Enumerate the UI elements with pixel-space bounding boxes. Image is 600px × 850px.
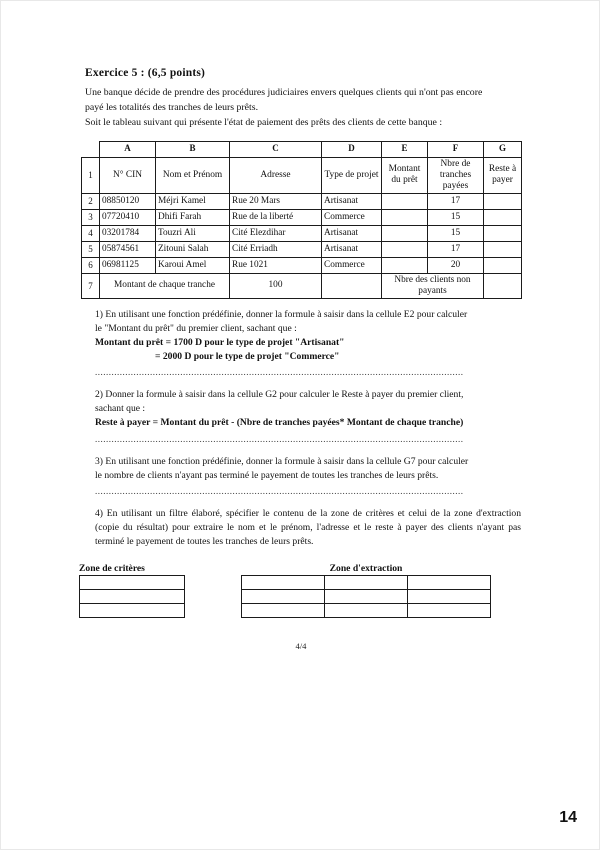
criteria-row bbox=[80, 576, 185, 590]
question-4 bbox=[95, 507, 521, 549]
extraction-cell[interactable] bbox=[325, 576, 408, 590]
header-reste-payer: Reste à payer bbox=[484, 157, 522, 193]
row-number-1: 1 bbox=[82, 157, 100, 193]
column-letter-g: G bbox=[484, 141, 522, 157]
row-number-2: 2 bbox=[82, 193, 100, 209]
cell-f6-tranches: 20 bbox=[428, 257, 484, 273]
table-footer-row bbox=[82, 273, 522, 298]
cell-d4-type: Artisanat bbox=[322, 225, 382, 241]
question-4-line-3: clients n'ayant pas terminé le payement de toutes les tranches de leurs prêts. bbox=[95, 521, 521, 547]
cell-c3-adresse: Rue de la liberté bbox=[230, 209, 322, 225]
spacer-3 bbox=[95, 498, 521, 507]
cell-d6-type: Commerce bbox=[322, 257, 382, 273]
cell-g4-reste bbox=[484, 225, 522, 241]
question-3 bbox=[95, 455, 521, 498]
cell-b2-nom: Méjri Kamel bbox=[156, 193, 230, 209]
cell-a4-cin: 03201784 bbox=[100, 225, 156, 241]
extraction-zone-table bbox=[241, 575, 491, 618]
table-row bbox=[82, 241, 522, 257]
extraction-cell[interactable] bbox=[325, 604, 408, 618]
cell-e3-montant bbox=[382, 209, 428, 225]
question-2-line-3: Reste à payer = Montant du prêt - (Nbre de tranches payées* Montant de chaque tranche) bbox=[95, 417, 464, 429]
cell-d5-type: Artisanat bbox=[322, 241, 382, 257]
question-1 bbox=[95, 308, 521, 379]
intro-line-1: Une banque décide de prendre des procédures judiciaires envers quelques clients qui n'ont pas encore bbox=[85, 87, 483, 98]
question-1-text bbox=[95, 308, 521, 364]
intro-line-2: payé les totalités des tranches de leurs prêts. bbox=[85, 101, 259, 113]
cell-a3-cin: 07720410 bbox=[100, 209, 156, 225]
cell-c5-adresse: Cité Erriadh bbox=[230, 241, 322, 257]
cell-b6-nom: Karoui Amel bbox=[156, 257, 230, 273]
header-row bbox=[82, 157, 522, 193]
table-row bbox=[82, 193, 522, 209]
criteria-zone-label: Zone de critères bbox=[79, 563, 145, 575]
row-number-4: 4 bbox=[82, 225, 100, 241]
cell-e4-montant bbox=[382, 225, 428, 241]
cell-c2-adresse: Rue 20 Mars bbox=[230, 193, 322, 209]
intro-line-3: Soit le tableau suivant qui présente l'état de paiement des prêts des clients de cette banque : bbox=[85, 116, 443, 128]
criteria-zone bbox=[79, 563, 185, 618]
header-type-projet: Type de projet bbox=[322, 157, 382, 193]
spacer-2 bbox=[95, 446, 521, 455]
column-letter-d: D bbox=[322, 141, 382, 157]
header-adresse: Adresse bbox=[230, 157, 322, 193]
cell-e6-montant bbox=[382, 257, 428, 273]
extraction-cell[interactable] bbox=[408, 590, 491, 604]
question-4-line-1: 4) En utilisant un filtre élaboré, spécifier le contenu de la zone de critères et celui de la zone bbox=[95, 507, 473, 519]
extraction-row bbox=[242, 590, 491, 604]
question-3-text bbox=[95, 455, 521, 483]
sheet-corner-cell bbox=[82, 141, 100, 157]
extraction-zone bbox=[241, 563, 491, 618]
row-number-6: 6 bbox=[82, 257, 100, 273]
cell-f2-tranches: 17 bbox=[428, 193, 484, 209]
question-1-line-4: = 2000 D pour le type de projet "Commerce" bbox=[155, 351, 340, 363]
question-4-line-2: d'extraction (copie du résultat) pour extraire le nom et le prénom, l'adresse et le reste à payer des bbox=[95, 507, 521, 533]
cell-a7-montant-tranche-label: Montant de chaque tranche bbox=[100, 273, 230, 298]
row-number-7: 7 bbox=[82, 273, 100, 298]
answer-line-2[interactable]: ...................................................................................................................................... bbox=[95, 433, 464, 444]
spacer-1 bbox=[95, 379, 521, 388]
column-letter-a: A bbox=[100, 141, 156, 157]
extraction-cell[interactable] bbox=[408, 576, 491, 590]
table-row bbox=[82, 257, 522, 273]
answer-line-1[interactable]: ...................................................................................................................................... bbox=[95, 367, 464, 378]
header-nbre-tranches: Nbre de tranches payées bbox=[428, 157, 484, 193]
row-number-5: 5 bbox=[82, 241, 100, 257]
question-2-line-2: sachant que : bbox=[95, 403, 146, 415]
criteria-row bbox=[80, 590, 185, 604]
question-4-text bbox=[95, 507, 521, 549]
cell-b5-nom: Zitouni Salah bbox=[156, 241, 230, 257]
cell-f3-tranches: 15 bbox=[428, 209, 484, 225]
answer-line-3[interactable]: ...................................................................................................................................... bbox=[95, 485, 464, 496]
page-number-footer: 4/4 bbox=[295, 641, 307, 652]
cell-d7-empty bbox=[322, 273, 382, 298]
cell-d3-type: Commerce bbox=[322, 209, 382, 225]
cell-c6-adresse: Rue 1021 bbox=[230, 257, 322, 273]
cell-d2-type: Artisanat bbox=[322, 193, 382, 209]
extraction-row bbox=[242, 604, 491, 618]
questions-block bbox=[81, 308, 521, 549]
criteria-row bbox=[80, 604, 185, 618]
loan-spreadsheet-table bbox=[81, 141, 522, 299]
question-1-line-1: 1) En utilisant une fonction prédéfinie, donner la formule à saisir dans la cellule E2 pour calculer bbox=[95, 308, 468, 320]
cell-c4-adresse: Cité Elezdihar bbox=[230, 225, 322, 241]
question-2-line-1: 2) Donner la formule à saisir dans la cellule G2 pour calculer le Reste à payer du premier client, bbox=[95, 389, 464, 401]
question-1-line-2: le "Montant du prêt" du premier client, sachant que : bbox=[95, 322, 297, 334]
cell-e7-clients-non-payants-label: Nbre des clients non payants bbox=[382, 273, 484, 298]
extraction-cell[interactable] bbox=[242, 576, 325, 590]
cell-g6-reste bbox=[484, 257, 522, 273]
cell-a6-cin: 06981125 bbox=[100, 257, 156, 273]
table-row bbox=[82, 225, 522, 241]
question-2 bbox=[95, 388, 521, 445]
criteria-cell[interactable] bbox=[80, 576, 185, 590]
question-2-text bbox=[95, 388, 521, 430]
column-letter-b: B bbox=[156, 141, 230, 157]
cell-a2-cin: 08850120 bbox=[100, 193, 156, 209]
cell-a5-cin: 05874561 bbox=[100, 241, 156, 257]
extraction-cell[interactable] bbox=[408, 604, 491, 618]
question-3-line-1: 3) En utilisant une fonction prédéfinie, donner la formule à saisir dans la cellule G7 pour calculer bbox=[95, 455, 469, 467]
extraction-row bbox=[242, 576, 491, 590]
extraction-cell[interactable] bbox=[242, 590, 325, 604]
row-number-3: 3 bbox=[82, 209, 100, 225]
page-number-corner: 14 bbox=[559, 809, 577, 826]
question-3-line-2: le nombre de clients n'ayant pas terminé le payement de toutes les tranches de leurs prêts. bbox=[95, 469, 439, 481]
question-1-line-3: Montant du prêt = 1700 D pour le type de projet "Artisanat" bbox=[95, 337, 345, 349]
header-cin: N° CIN bbox=[100, 157, 156, 193]
criteria-cell[interactable] bbox=[80, 604, 185, 618]
cell-e2-montant bbox=[382, 193, 428, 209]
cell-g7-empty bbox=[484, 273, 522, 298]
cell-f4-tranches: 15 bbox=[428, 225, 484, 241]
header-montant-pret: Montant du prêt bbox=[382, 157, 428, 193]
cell-b4-nom: Touzri Ali bbox=[156, 225, 230, 241]
cell-g5-reste bbox=[484, 241, 522, 257]
column-letter-c: C bbox=[230, 141, 322, 157]
column-letter-f: F bbox=[428, 141, 484, 157]
criteria-zone-table bbox=[79, 575, 185, 618]
exercise-title: Exercice 5 : (6,5 points) bbox=[85, 67, 206, 79]
spreadsheet-wrapper bbox=[81, 141, 521, 299]
cell-g3-reste bbox=[484, 209, 522, 225]
cell-c7-montant-tranche-value: 100 bbox=[230, 273, 322, 298]
extraction-cell[interactable] bbox=[242, 604, 325, 618]
extraction-cell[interactable] bbox=[325, 590, 408, 604]
column-letter-e: E bbox=[382, 141, 428, 157]
header-nom-prenom: Nom et Prénom bbox=[156, 157, 230, 193]
table-row bbox=[82, 209, 522, 225]
cell-e5-montant bbox=[382, 241, 428, 257]
cell-g2-reste bbox=[484, 193, 522, 209]
extraction-zone-label: Zone d'extraction bbox=[329, 563, 403, 575]
document-content bbox=[81, 67, 521, 651]
intro-paragraph bbox=[85, 86, 521, 131]
cell-b3-nom: Dhifi Farah bbox=[156, 209, 230, 225]
column-letter-row bbox=[82, 141, 522, 157]
cell-f5-tranches: 17 bbox=[428, 241, 484, 257]
criteria-cell[interactable] bbox=[80, 590, 185, 604]
filter-zones bbox=[81, 563, 521, 625]
